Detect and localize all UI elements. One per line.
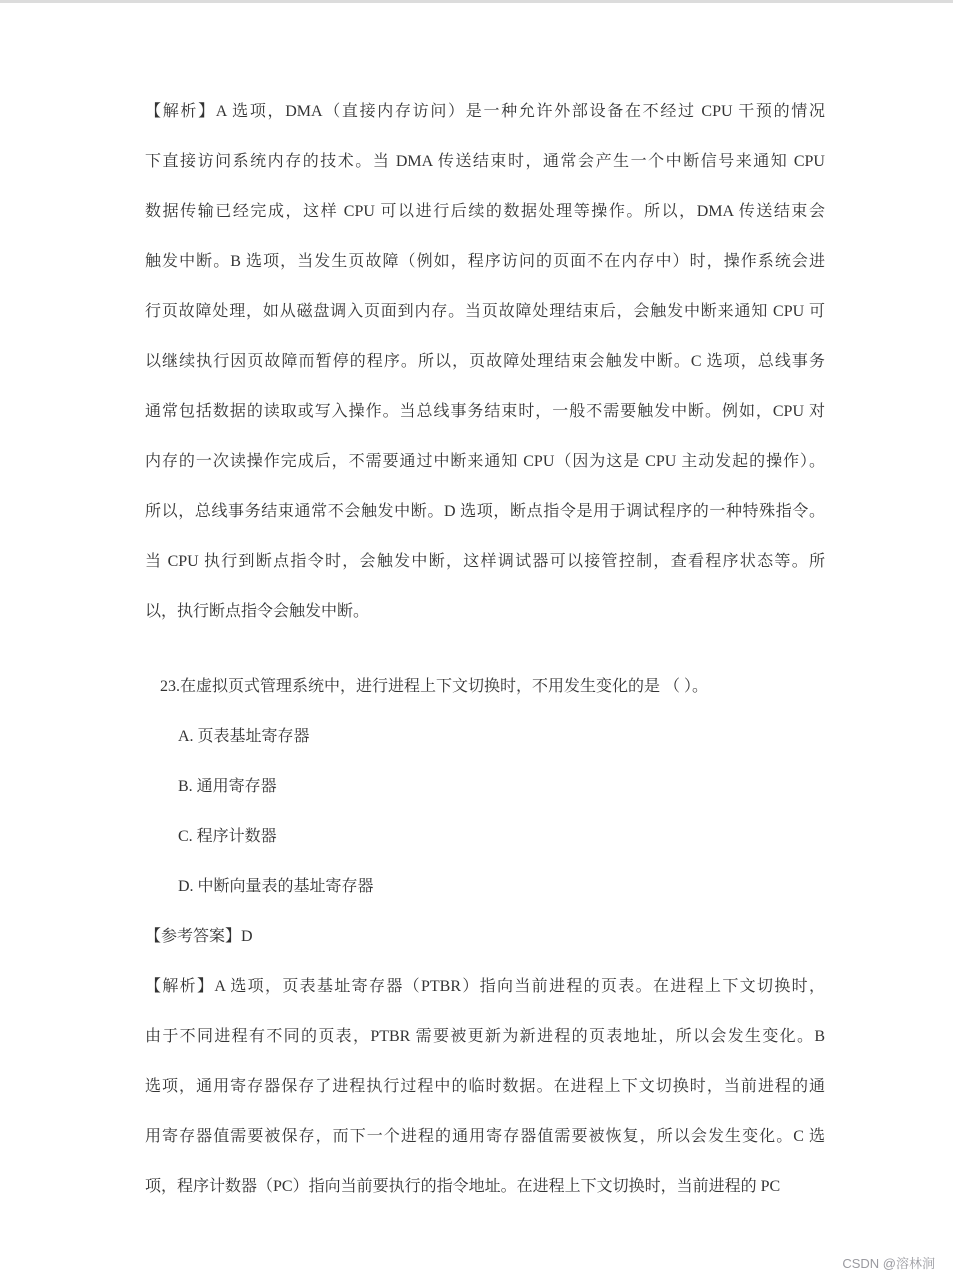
- explanation-paragraph-question-23: [145, 962, 825, 1212]
- option-b: B. 通用寄存器: [178, 778, 277, 795]
- option-a: A. 页表基址寄存器: [178, 728, 310, 745]
- text-line: 通常包括数据的读取或写入操作。当总线事务结束时，一般不需要触发中断。例如，CPU 对: [145, 403, 825, 420]
- reference-answer-line: 【参考答案】D: [145, 928, 253, 945]
- text-line: 以继续执行因页故障而暂停的程序。所以，页故障处理结束会触发中断。C 选项，总线事务: [145, 353, 825, 370]
- text-line: 行页故障处理，如从磁盘调入页面到内存。当页故障处理结束后，会触发中断来通知 CPU 可: [145, 303, 825, 320]
- text-line: 项，程序计数器（PC）指向当前要执行的指令地址。在进程上下文切换时，当前进程的 PC: [145, 1178, 781, 1195]
- explanation-paragraph-previous-question: [145, 87, 825, 637]
- text-line: 选项，通用寄存器保存了进程执行过程中的临时数据。在进程上下文切换时，当前进程的通: [145, 1078, 825, 1095]
- page-top-edge: [0, 0, 953, 3]
- text-line: 用寄存器值需要被保存，而下一个进程的通用寄存器值需要被恢复，所以会发生变化。C 选: [145, 1128, 825, 1145]
- option-d: D. 中断向量表的基址寄存器: [178, 878, 374, 895]
- text-line: 数据传输已经完成，这样 CPU 可以进行后续的数据处理等操作。所以，DMA 传送结束会: [145, 203, 825, 220]
- document-content: [145, 87, 825, 1212]
- option-c: C. 程序计数器: [178, 828, 277, 845]
- text-line: 【解析】A 选项，页表基址寄存器（PTBR）指向当前进程的页表。在进程上下文切换时，: [145, 978, 825, 995]
- question-23-options: [145, 712, 825, 912]
- text-line: 内存的一次读操作完成后，不需要通过中断来通知 CPU（因为这是 CPU 主动发起的操作）。: [145, 453, 825, 470]
- text-line: 由于不同进程有不同的页表，PTBR 需要被更新为新进程的页表地址，所以会发生变化。B: [145, 1028, 825, 1045]
- text-line: 当 CPU 执行到断点指令时，会触发中断，这样调试器可以接管控制，查看程序状态等。所: [145, 553, 825, 570]
- csdn-watermark: CSDN @溶林涧: [842, 1256, 935, 1271]
- text-line: 触发中断。B 选项，当发生页故障（例如，程序访问的页面不在内存中）时，操作系统会进: [145, 253, 825, 270]
- text-line: 【解析】A 选项，DMA（直接内存访问）是一种允许外部设备在不经过 CPU 干预的情况: [145, 103, 825, 120]
- text-line: 以，执行断点指令会触发中断。: [145, 603, 370, 620]
- text-line: 所以，总线事务结束通常不会触发中断。D 选项，断点指令是用于调试程序的一种特殊指令。: [145, 503, 825, 520]
- question-23-stem: 23.在虚拟页式管理系统中，进行进程上下文切换时，不用发生变化的是 （ ）。: [160, 678, 709, 695]
- text-line: 下直接访问系统内存的技术。当 DMA 传送结束时，通常会产生一个中断信号来通知 CPU: [145, 153, 825, 170]
